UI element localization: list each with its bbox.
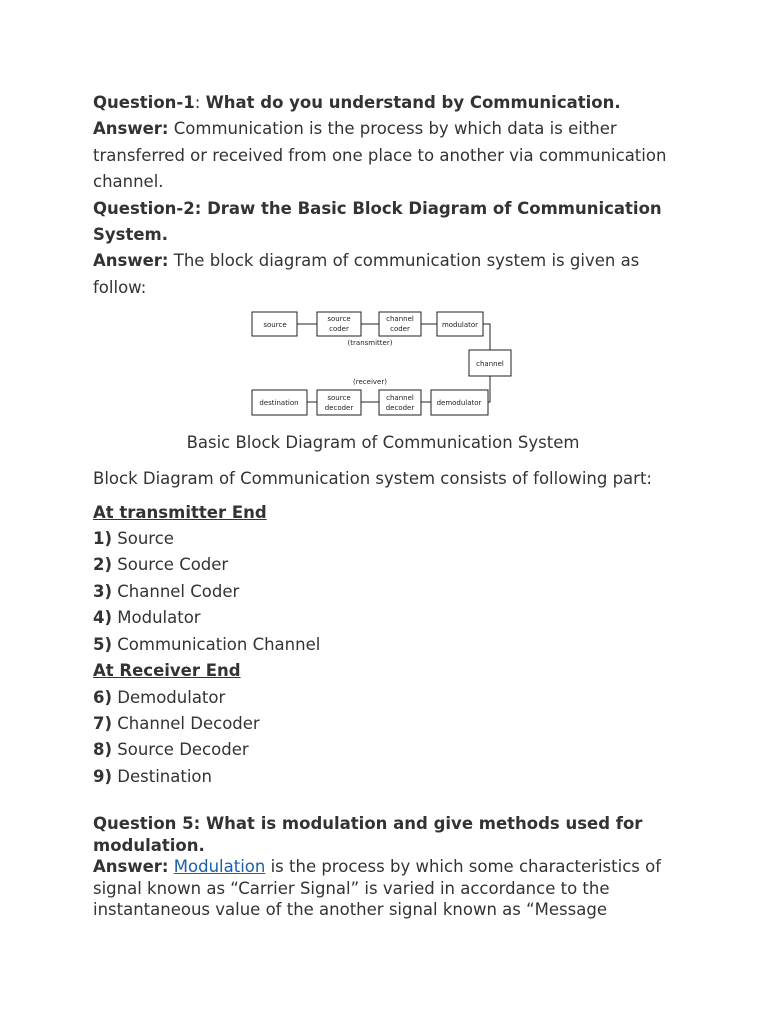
block-label-source-coder-1: source	[327, 315, 351, 324]
answer-2	[93, 248, 693, 301]
list-item-number: 4)	[93, 608, 113, 628]
answer-1	[93, 116, 693, 195]
answer-2-text: The block diagram of communication system is given as follow:	[93, 251, 640, 297]
answer-1-text: Communication is the process by which data is either transferred or received from one place to another via communication channel.	[93, 119, 667, 192]
modulation-link[interactable]: Modulation	[173, 857, 266, 877]
block-label-destination: destination	[259, 399, 299, 408]
block-label-source-coder-2: coder	[329, 325, 349, 334]
block-label-source-decoder-2: decoder	[324, 404, 354, 413]
qa-section-5	[93, 813, 693, 921]
block-label-channel: channel	[476, 360, 504, 369]
list-item-text: Communication Channel	[112, 634, 321, 654]
answer-5-label: Answer:	[93, 857, 169, 877]
block-label-channel-decoder-1: channel	[386, 394, 414, 403]
block-diagram	[251, 307, 513, 419]
transmitter-label: (transmitter)	[347, 339, 393, 348]
block-label-source-decoder-1: source	[327, 394, 351, 403]
block-label-demodulator: demodulator	[436, 399, 482, 408]
list-item-number: 2)	[93, 555, 113, 575]
list-item-text: Source Decoder	[112, 740, 249, 760]
list-item	[93, 737, 693, 763]
list-item	[93, 579, 693, 605]
transmitter-heading: At transmitter End	[93, 502, 267, 522]
list-item-number: 7)	[93, 713, 113, 733]
list-item-text: Modulator	[112, 608, 201, 628]
list-item-number: 3)	[93, 581, 113, 601]
parts-intro: Block Diagram of Communication system consists of following part:	[93, 469, 652, 489]
answer-2-label: Answer:	[93, 251, 169, 271]
block-label-channel-coder-2: coder	[390, 325, 410, 334]
list-item	[93, 526, 693, 552]
list-item-text: Channel Coder	[112, 581, 240, 601]
list-item-number: 6)	[93, 687, 113, 707]
block-label-channel-decoder-2: decoder	[385, 404, 415, 413]
document-content	[93, 90, 693, 921]
block-label-channel-coder-1: channel	[386, 315, 414, 324]
question-1-label: Question-1	[93, 93, 195, 112]
answer-1-label: Answer:	[93, 119, 169, 139]
list-item-text: Channel Decoder	[112, 713, 260, 733]
parts-section	[93, 466, 693, 790]
list-item	[93, 632, 693, 658]
qa-section-1	[93, 90, 693, 301]
list-item-text: Destination	[112, 766, 212, 786]
block-label-source: source	[263, 321, 287, 330]
figure-caption: Basic Block Diagram of Communication System	[186, 433, 580, 453]
list-item	[93, 605, 693, 631]
receiver-heading: At Receiver End	[93, 661, 241, 681]
list-item-number: 8)	[93, 740, 113, 760]
answer-5	[93, 856, 693, 921]
list-item	[93, 711, 693, 737]
list-item	[93, 552, 693, 578]
list-item	[93, 685, 693, 711]
receiver-label: (receiver)	[353, 378, 387, 387]
list-item-number: 9)	[93, 766, 113, 786]
list-item-number: 5)	[93, 634, 113, 654]
list-item	[93, 764, 693, 790]
question-5: Question 5: What is modulation and give methods used for modulation.	[93, 814, 643, 855]
list-item-number: 1)	[93, 529, 113, 549]
question-1-separator: :	[194, 93, 206, 112]
block-label-modulator: modulator	[441, 321, 479, 330]
question-1-text: What do you understand by Communication.	[205, 93, 621, 112]
question-1	[93, 90, 693, 116]
list-item-text: Demodulator	[112, 687, 226, 707]
list-item-text: Source	[112, 529, 174, 549]
block-diagram-figure	[93, 307, 693, 456]
list-item-text: Source Coder	[112, 555, 229, 575]
question-2: Question-2: Draw the Basic Block Diagram of Communication System.	[93, 198, 662, 245]
answer-5-text: is the process by which some characteristics of signal known as “Carrier Signal” is varied in accordance to the instantaneous value of the another signal known as “Message	[93, 857, 662, 920]
